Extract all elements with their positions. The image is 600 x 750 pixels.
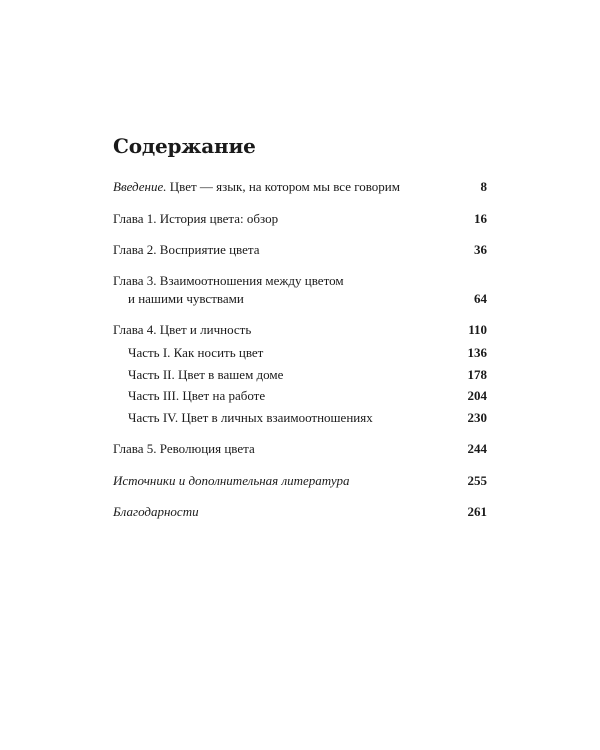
toc-entry-label: Источники и дополнительная литература [113, 473, 350, 488]
toc-page-number: 244 [467, 441, 487, 456]
toc-entry-part-4 [128, 409, 487, 427]
toc-page-number: 64 [474, 291, 487, 306]
toc-entry-chapter-2 [113, 241, 487, 259]
toc-page-number: 36 [474, 242, 487, 257]
toc-entry-chapter-4 [113, 321, 487, 339]
toc-page-number: 230 [467, 410, 487, 425]
toc-entry-label: Глава 1. История цвета: обзор [113, 211, 279, 226]
toc-page-number: 178 [467, 367, 487, 382]
toc-page-number: 110 [468, 322, 487, 337]
toc-entry-part-2 [128, 366, 487, 384]
intro-label-italic: Введение. [113, 179, 167, 194]
toc-entry-label: Часть IV. Цвет в личных взаимоотношениях [128, 410, 373, 425]
toc-entry-label: Благодарности [113, 504, 199, 519]
toc-entry-label: Глава 4. Цвет и личность [113, 322, 252, 337]
toc-entry-intro [113, 178, 487, 196]
toc-page-number: 204 [467, 388, 487, 403]
toc-entry-label: Глава 2. Восприятие цвета [113, 242, 260, 257]
toc-page-number: 16 [474, 211, 487, 226]
toc-entry-label: Часть III. Цвет на работе [128, 388, 266, 403]
toc-entry-part-3 [128, 387, 487, 405]
toc-page-number: 8 [480, 179, 487, 194]
toc-entry-acknowledgements [113, 503, 487, 521]
intro-label: Цвет — язык, на котором мы все говорим [166, 179, 400, 194]
toc-entry-chapter-1 [113, 210, 487, 228]
toc-entry-label-line-2: и нашими чувствами [128, 291, 244, 306]
toc-entry-part-1 [128, 344, 487, 362]
toc-entry-label: Часть I. Как носить цвет [128, 345, 264, 360]
toc-entry-label-line-1: Глава 3. Взаимоотношения между цветом [113, 273, 344, 288]
toc-entry-sources [113, 472, 487, 490]
toc-entry-chapter-5 [113, 440, 487, 458]
toc-entry-label: Часть II. Цвет в вашем доме [128, 367, 284, 382]
toc-page-number: 261 [467, 504, 487, 519]
toc-page-number: 255 [467, 473, 487, 488]
toc-entry-label: Глава 5. Революция цвета [113, 441, 255, 456]
toc-page-number: 136 [467, 345, 487, 360]
toc-entry-chapter-3 [113, 272, 487, 308]
toc-title: Содержание [113, 134, 256, 158]
